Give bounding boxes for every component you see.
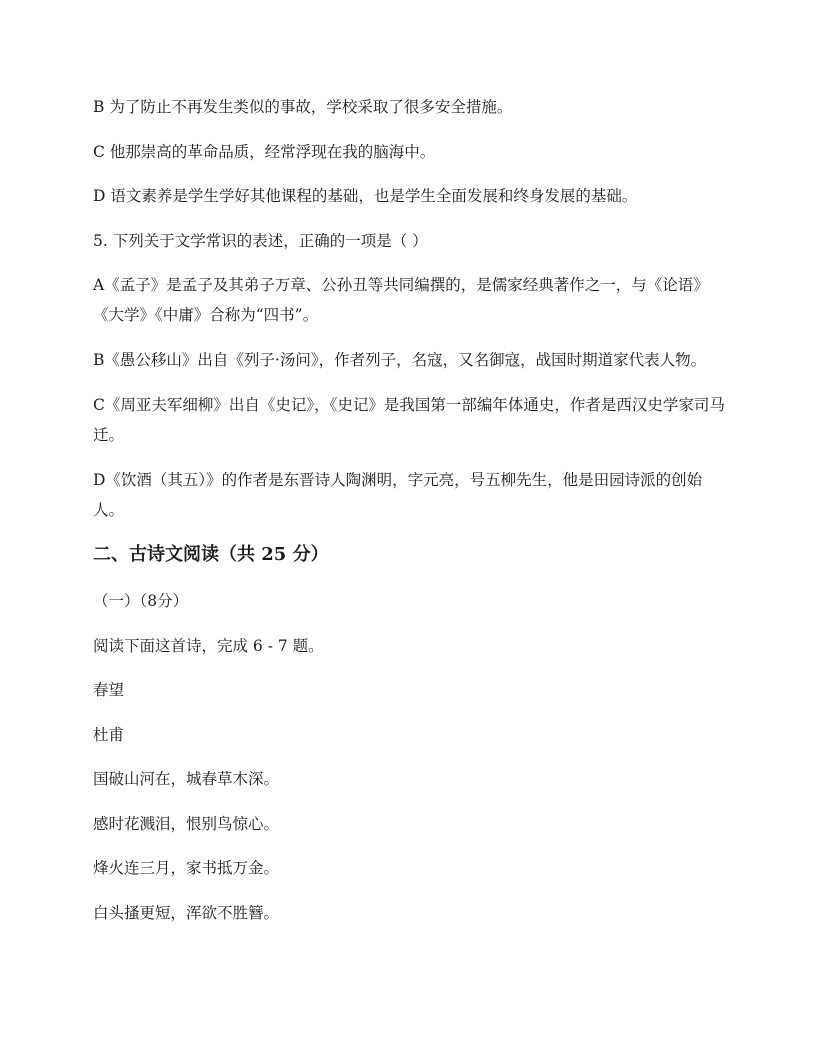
q5-stem: 5. 下列关于文学常识的表述，正确的一项是（ ） (93, 231, 428, 250)
poem-line: 白头搔更短，浑欲不胜簪。 (93, 903, 280, 922)
poem-line: 烽火连三月，家书抵万金。 (93, 859, 280, 877)
document-page (93, 92, 725, 942)
q5-option-b: B《愚公移山》出自《列子·汤问》，作者列子，名寇，又名御寇，战国时期道家代表人物。 (93, 351, 707, 369)
poem-line: 感时花溅泪，恨别鸟惊心。 (93, 814, 280, 833)
poem-line: 国破山河在，城春草木深。 (93, 770, 280, 788)
q4-option-c: C 他那崇高的革命品质，经常浮现在我的脑海中。 (93, 142, 436, 161)
section-heading: 二、古诗文阅读（共 25 分） (93, 544, 329, 565)
q5-option-d: D《饮酒（其五）》的作者是东晋诗人陶渊明，字元亮，号五柳先生，他是田园诗派的创始人。 (93, 471, 703, 519)
reading-instruction: 阅读下面这首诗，完成 6 - 7 题。 (93, 636, 324, 655)
q4-option-b: B 为了防止不再发生类似的事故，学校采取了很多安全措施。 (93, 98, 513, 116)
poem-author: 杜甫 (93, 725, 125, 744)
q5-option-c: C《周亚夫军细柳》出自《史记》，《史记》是我国第一部编年体通史，作者是西汉史学家司马迁。 (93, 396, 725, 444)
poem-title: 春望 (93, 681, 125, 699)
q4-option-d: D 语文素养是学生学好其他课程的基础，也是学生全面发展和终身发展的基础。 (93, 187, 638, 205)
q5-option-a: A《孟子》是孟子及其弟子万章、公孙丑等共同编撰的，是儒家经典著作之一，与《论语》《大学》《中庸》合称为“四书”。 (93, 276, 709, 324)
part-label: （一）（8分） (93, 592, 189, 610)
